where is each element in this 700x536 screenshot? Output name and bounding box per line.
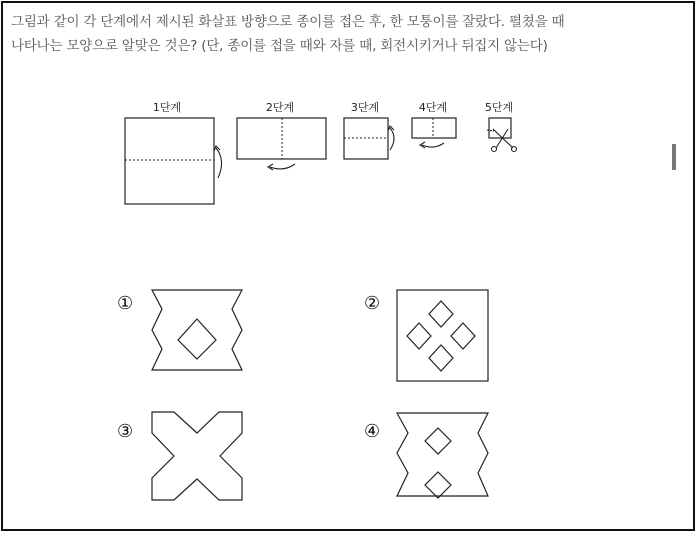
option-3-shape: [152, 412, 242, 500]
step-3-label: 3단계: [350, 101, 380, 114]
option-2-label: ②: [364, 293, 381, 314]
option-4-label: ④: [364, 421, 381, 442]
step-1-label: 1단계: [152, 101, 182, 114]
step-2-label: 2단계: [265, 101, 295, 114]
question-line-1: 그림과 같이 각 단계에서 제시된 화살표 방향으로 종이를 접은 후, 한 모퉁이를 잘랐다. 펼쳤을 때: [11, 14, 565, 30]
step-4-label: 4단계: [418, 101, 448, 114]
option-4-shape: [397, 413, 488, 498]
step-2-paper: [237, 118, 326, 170]
step-5-label: 5단계: [484, 101, 514, 114]
scrollbar-thumb[interactable]: [672, 144, 676, 170]
question-line-2: 나타나는 모양으로 알맞은 것은? (단, 종이를 접을 때와 자를 때, 회전시키거나 뒤집지 않는다): [11, 38, 548, 54]
option-2-shape: [397, 290, 488, 381]
option-3-label: ③: [117, 421, 134, 442]
scissors-icon: [487, 129, 517, 152]
step-4-paper: [412, 118, 456, 148]
option-1-label: ①: [117, 293, 134, 314]
step-1-paper: [125, 118, 222, 204]
option-1-shape: [152, 290, 242, 370]
step-3-paper: [344, 118, 394, 159]
